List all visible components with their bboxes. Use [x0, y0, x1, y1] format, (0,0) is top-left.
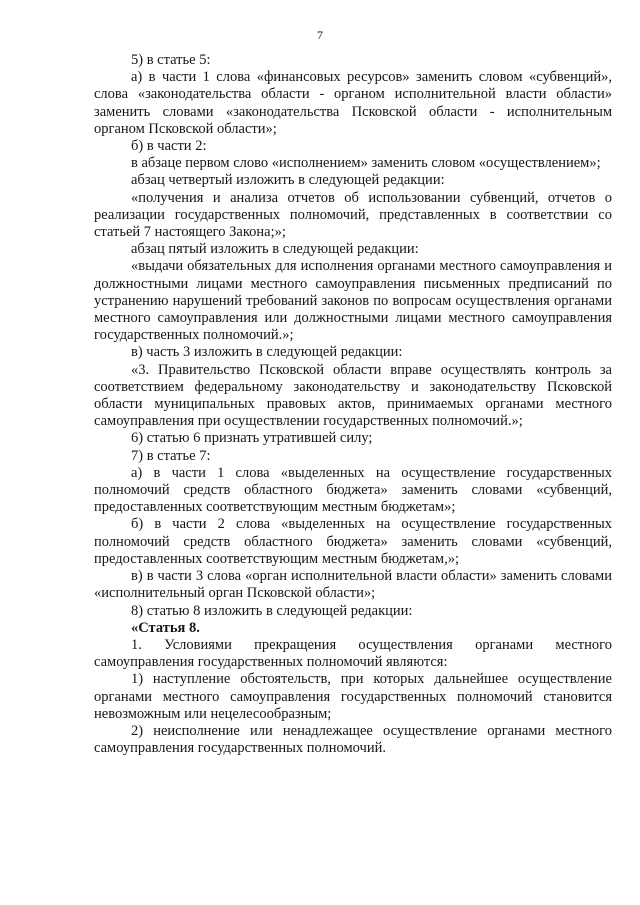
paragraph: «получения и анализа отчетов об использовании субвенций, отчетов о реализации государственных полномочий, представленных в соответствии со статьей 7 настоящего Закона;»; [94, 189, 612, 241]
paragraph: а) в части 1 слова «выделенных на осуществление государственных полномочий средств областного бюджета» заменить словами «субвенций, предоставленных соответствующим местным бюджетам»; [94, 464, 612, 516]
paragraph: абзац пятый изложить в следующей редакции: [131, 241, 419, 258]
paragraph: 5) в статье 5: [131, 52, 211, 68]
paragraph: в) в части 3 слова «орган исполнительной власти области» заменить словами «исполнительный орган Псковской области»; [94, 568, 612, 602]
paragraph: 1) наступление обстоятельств, при которых дальнейшее осуществление органами местного самоуправления государственных полномочий становится невозможным или нецелесообразным; [94, 671, 612, 722]
paragraph: 8) статью 8 изложить в следующей редакции: [131, 602, 413, 619]
paragraph: в абзаце первом слово «исполнением» заменить словом «осуществлением»; [131, 155, 601, 172]
paragraph: «выдачи обязательных для исполнения органами местного самоуправления и должностными лицами местного самоуправления письменных предписаний по устранению нарушений требований законов по вопросам осуществления органами местного самоуправления или должностными лицами местного самоуправления государственных полномочий.»; [94, 258, 612, 344]
paragraph: 6) статью 6 признать утратившей силу; [131, 430, 373, 447]
paragraph: 1. Условиями прекращения осуществления органами местного самоуправления государственных полномочий являются: [94, 636, 612, 671]
paragraph: 7) в статье 7: [131, 447, 211, 464]
paragraph: в) часть 3 изложить в следующей редакции: [131, 344, 403, 361]
paragraph: 2) неисполнение или ненадлежащее осуществление органами местного самоуправления государственных полномочий. [94, 722, 612, 757]
paragraph: а) в части 1 слова «финансовых ресурсов» заменить словом «субвенций», слова «законодательства области - органом исполнительной власти области» заменить словами «законодательства Псковской области - исполнительным органом Псковской области»; [94, 69, 612, 137]
paragraph: абзац четвертый изложить в следующей редакции: [131, 172, 445, 189]
paragraph: «3. Правительство Псковской области вправе осуществлять контроль за соответствием федеральному законодательству и законодательству Псковской области муниципальных правовых актов, принимаемых органами местного самоуправления при осуществлении государственных полномочий.»; [94, 361, 612, 430]
paragraph: б) в части 2: [131, 138, 207, 155]
article-heading: «Статья 8. [131, 619, 200, 636]
page-number: 7 [317, 28, 323, 42]
paragraph: б) в части 2 слова «выделенных на осуществление государственных полномочий средств областного бюджета» заменить словами «субвенций, предоставленных соответствующим местным бюджетам,»; [94, 516, 612, 567]
document-body [94, 52, 612, 757]
